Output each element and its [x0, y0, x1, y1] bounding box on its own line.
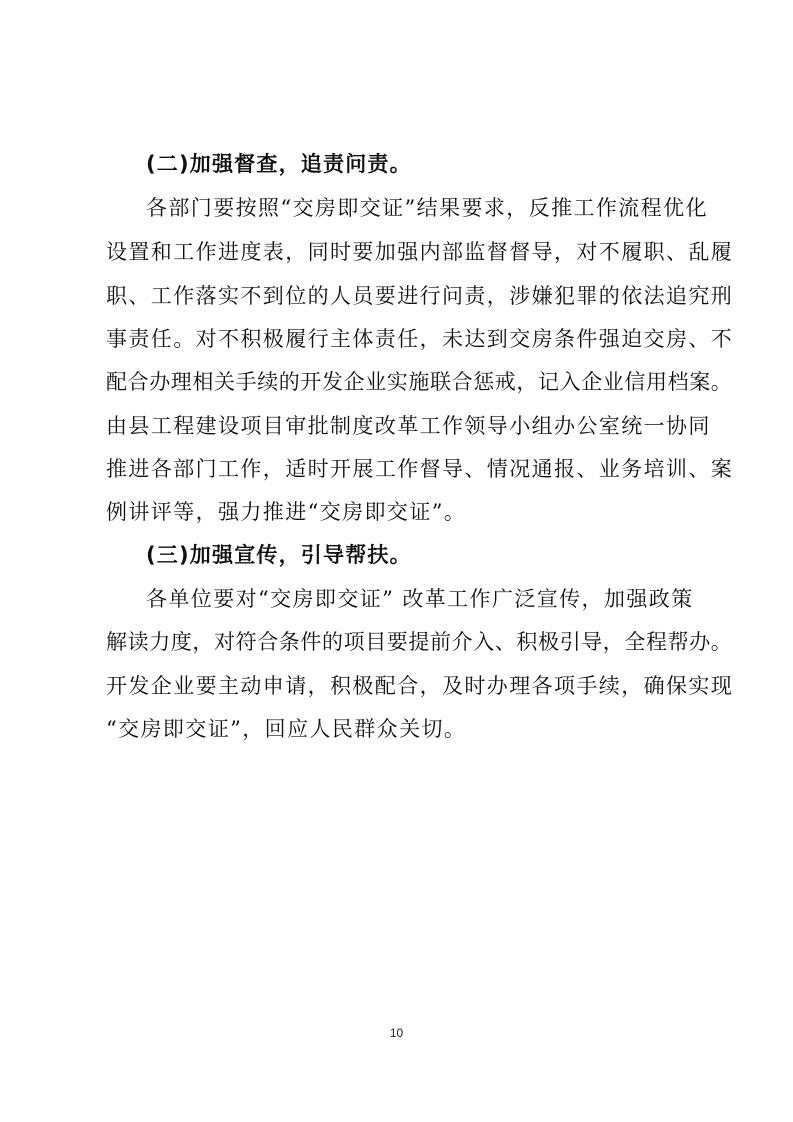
section-heading-publicity: (三)加强宣传，引导帮扶。	[146, 543, 412, 567]
paragraph-line: 例讲评等，强力推进“交房即交证”。	[106, 500, 467, 524]
paragraph-line: 各单位要对“交房即交证” 改革工作广泛宣传，加强政策	[146, 587, 694, 611]
paragraph-line: 由县工程建设项目审批制度改革工作领导小组办公室统一协同	[106, 414, 711, 438]
paragraph-line: “交房即交证”，回应人民群众关切。	[106, 717, 467, 741]
paragraph-line: 解读力度，对符合条件的项目要提前介入、积极引导，全程帮办。	[106, 630, 733, 654]
paragraph-line: 各部门要按照“交房即交证”结果要求，反推工作流程优化	[146, 196, 708, 220]
paragraph-line: 开发企业要主动申请，积极配合，及时办理各项手续，确保实现	[106, 674, 734, 698]
paragraph-line: 事责任。对不积极履行主体责任，未达到交房条件强迫交房、不	[106, 327, 734, 351]
paragraph-line: 职、工作落实不到位的人员要进行问责，涉嫌犯罪的依法追究刑	[106, 284, 734, 308]
page-number: 10	[389, 1026, 404, 1040]
paragraph-line: 推进各部门工作，适时开展工作督导、情况通报、业务培训、案	[106, 457, 734, 481]
paragraph-line: 配合办理相关手续的开发企业实施联合惩戒，记入企业信用档案。	[106, 370, 733, 394]
paragraph-line: 设置和工作进度表，同时要加强内部监督督导，对不履职、乱履	[106, 240, 734, 264]
section-heading-supervision: (二)加强督查，追责问责。	[146, 152, 412, 176]
